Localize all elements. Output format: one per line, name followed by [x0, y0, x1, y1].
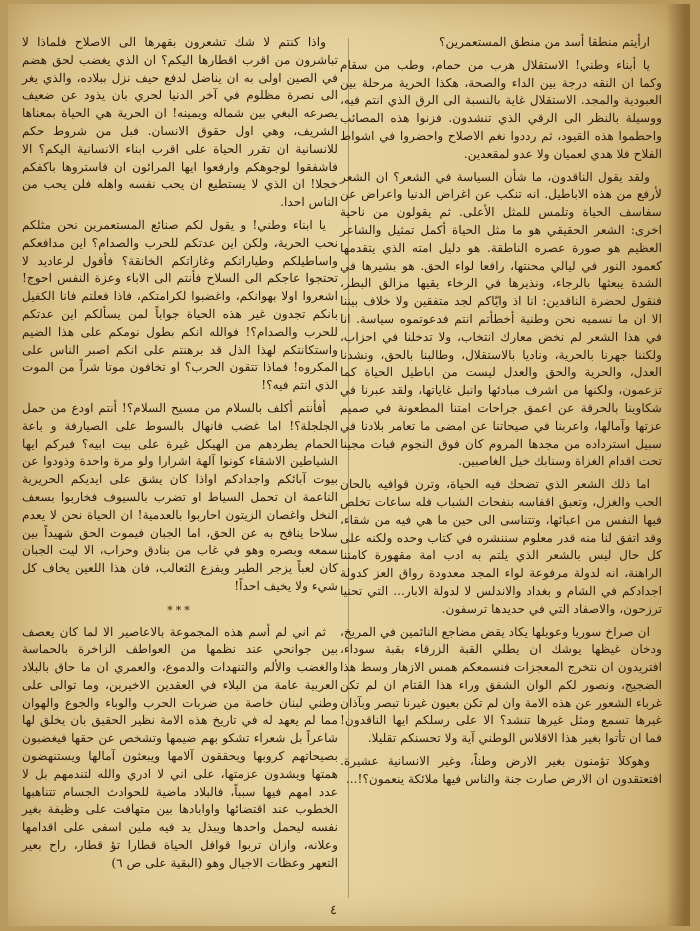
paragraph: ثم اني لم أسم هذه المجموعة بالاعاصير الا لما كان يعصف بين جوانحي عند نظمها من العواطف الزاخرة بالحماسة والغضب والألم والتنهدات والدموع، والعمري ان ما حاق بالبلاد العربية عامة من البلاء في العقدين الاخيرين، وما توالى على وطني لبنان خاصة من ضربات الحرب والوباء والجوع والهوان مما لم يعهد له في تاريخ هذه الامة نظير الحقيق بان يخلق لها شاعراً بل شعراء تشكو بهم ضيمها وتشخص عن حقها فيغضبون بصيحاتهم كروبها ويحققون آلامها ويبعثون آمالها ويستنهضون همتها ويشدون عزمتها، على اني لا ادري والله لتندمهم بل لا عدد امهم فيها سبباً، فالبلاد ماضية للحوادث الجسام تتناهبها الخطوب عند اقتضائها واوابادها بين متهافت على وظيفة بغير نفسه ليحمل واحدها ويبذل يد فيه ملين اسفى على اقدامها وعلانه، وازان تربوا قوافل الحياة قطارا تؤ قطار، راح بعير التعهر وعظات الاجيال وهو (البقية على ص ٦) [22, 624, 338, 870]
column-divider [348, 38, 349, 898]
paragraph: يا ابناء وطني! و يقول لكم صنائع المستعمرين نحن مثلكم نحب الحرية، ولكن اين عدتكم للحرب والصدام؟ اين مدافعكم واساطيلكم وطياراتكم وغازاتكم الخانقة؟ فأقول لرعاديد لا تحتجوا عاجكم الى السلاح فأنتم الى الاباء وعزة النفس احوج! اشعروا اولا بهوانكم، واغضبوا لكرامتكم، فاذا فعلتم فانا الكفيل بانكم تجدون غير هذه الحياة جواباً لمن يسألكم اين عدتكم للحرب والصدام؟! فوالله انكم بطول نومكم على هذا الضيم واستكانتكم لهذا الذل قد برهنتم على انكم اصبر الناس على المكروه! فماذا تتقون الحرب؟ او تخافون موتا شراً من الموت الذي انتم فيه؟! [22, 217, 338, 393]
paragraph: وهوكلا تؤمنون بغير الارض وطناً، وغير الانسانية عشيرة. افتعتقدون ان الارض صارت جنة والناس فيها ملائكة ينعمون؟!... [340, 754, 662, 786]
paragraph: أفأنتم أكلف بالسلام من مسيح السلام؟! أنتم اودع من حمل الجلجلة؟! اما غضب فانهال بالسوط على الصيارفة و باعة الحمام يطردهم من الهيكل غيرة على بيت ابيه؟ فبركم ايها الشياطين الاشقاء كونوا آلهة اشرارا ولو مرة واحدة وذودوا عن بيوت آبائكم واجدادكم اواذا كان يشق على ايديكم الحريرية الناعمة ان تحمل السياط او تضرب بالسيوف فخاربوا بسعف النخل واغصان الزيتون احاربوا بالعدمية! ان الحياة نحن لا يعدم سلاحا ينافح به عن الحق، اما الجبان فيموت الحق شهيداً بين سمعه وبصره وهو في غاب من بنادق وحراب، الا ليت الجبان كان لعباً يزجر الطير ويفزع الثعالب، فان هذا اللعين يخاف كل شيء ولا يخيف احداً! [22, 400, 338, 593]
page-number: ٤ [330, 903, 337, 918]
left-text-column [22, 34, 338, 878]
paragraph: ارأيتم منطقا أسد من منطق المستعمرين؟ [439, 35, 650, 49]
paragraph: يا أبناء وطني! الاستقلال هرب من حمام، وطب من سقام وكما ان النقه درجة بين الداء والصحة، هكذا الحرية مرحلة بين العبودية والمجد. الاستقلال غاية بالنسبة الى الرق الذي انتم فيه، ووسيلة بالنظر الى الرقي الذي تنشدون. فزنوا هذه المصائب واحطموا هذه القيود، ثم رددوا نغم الاصلاح واحضروا في اشواط الفلاح فلا هدي لعميان ولا عدو لمقعدين. [340, 57, 662, 161]
paragraph: اما ذلك الشعر الذي تضحك فيه الحياة، وترن قوافيه بالحان الحب والغزل، وتعبق اقفاسه بنفحات الشباب فله ساعات تخلص فيها النفس من اعبائها، وتتناسى الى حين ما هي فيه من شقاء، وقد اتفق لنا منه قدر معلوم سننشره في كتاب وحده ولكنه على كل حال ليس بالشعر الذي يلتم به ادب امة مقهورة كامتنا الراهنة، انه لدولة مرفوعة لواء المجد معدودة رواق العز كدولة اجدادكم في الشام و بغداد والاندلس لا لدولة الابار... التي تحنيا ترزحون، والاصفاد التي في حديدها ترسفون. [340, 477, 662, 616]
paragraph: ولقد يقول الناقدون، ما شأن السياسة في الشعر؟ ان الشعر لأرفع من هذه الاباطيل. انه تنكب عن اغراض الدنيا واعراض عن سفاسف الحياة وتلمس للمثل الأعلى. ثم يقولون من ناحية اخرى: الشعر الحقيقي هو ما مثل الحياة أكمل تمثيل والشاعر العظيم هو صورة عصره الناطقة. هو دليل امته الذي يتقدمها كعمود النور في ليالي محنتها، رافعا لواء الحق. هو بشيرها في الشدة يبعثها بالرجاء، ونذيرها في الرخاء يقيها مزالق البطر، فنقول لحضرة الناقدين: انا اذ وايّاكم لجد متفقين ولا خلاف بيننا الا ان ما نسميه نحن وطنية أخطأتم انتم فدعوتموه سياسة. انا في هذا الشعر لم نخض معارك انتخاب، ولا تدخلنا في احزاب، ولكننا جهرنا بالحرية، وناديا بالاستقلال، وطالبنا بالحق، ونشدنا العدل، والحرية والحق والعدل ليست من اباطيل الحياة كما تزعمون، ولكنها من اشرف مبادئها وانبل غاياتها، ولقد عبرنا في شكاوينا بالحرقة عن اعمق جراحات امتنا المطعونة في صميم عزتها وآمالها، واعربنا في صيحاتنا عن امضى ما تعامر بلادنا في سبيل استرداده من مجدها المروم كان فوق النجوم فبات مجينا تحت اقدام الغزاة وسنابك خيل الغاصبين. [340, 169, 662, 469]
right-text-column [340, 34, 662, 794]
paragraph: ان صراخ سوريا وعويلها يكاد يقض مضاجع النائمين في المريخ، ودخان غيظها يوشك ان يطلي القبة الزرقاء بقبة سوداء، افتريدون ان نتخرج المعجزات فنسمعكم همس الازهار وسط هذا الضجيج، ونصور لكم الوان الشفق وراء هذا القتام ان لم تكن غرباء الشعور عن هذه الامة وان لم تكن بعيون غيرنا تبصر وبآذان غيرها تسمع ومثل غيرها تنشد؟ الا على رسلكم ايها الناقدون! فما ان تأتوا بغير هذا الاقلاس الوطني آية ولا تحسنكم تقليلا. [340, 624, 662, 746]
book-spine-shadow [666, 4, 684, 926]
book-page [8, 4, 690, 926]
paragraph: واذا كنتم لا شك تشعرون بقهرها الى الاصلاح فلماذا لا تباشرون من اقرب اقطارها اليكم؟ ان الذي يغضب لحق هضم في الصين اولى به ان يناضل لدفع حيف نزل ببلاده، والذي يغر الى نصرة مظلوم في آخر الدنيا لحري بان يذود عن ضعيف يصرعه البغي بين شماله ويمينه! ان الحرية هي الحياة بمعناها الشريف، وهي اول حقوق الانسان. فبل من شروط حكم للانسانية ان تقرر الحياة على اقرب ابناء الانسانية اليكم؟ الا فاشفقوا لوجوهكم وارفعوا ايها المرائون ان فاستروها باكفكم خجلا! ان الذي لا يستطيع ان يحب نفسه واهله فلن يحب من الناس احدا. [22, 35, 338, 210]
section-ornament: *** [167, 603, 193, 617]
